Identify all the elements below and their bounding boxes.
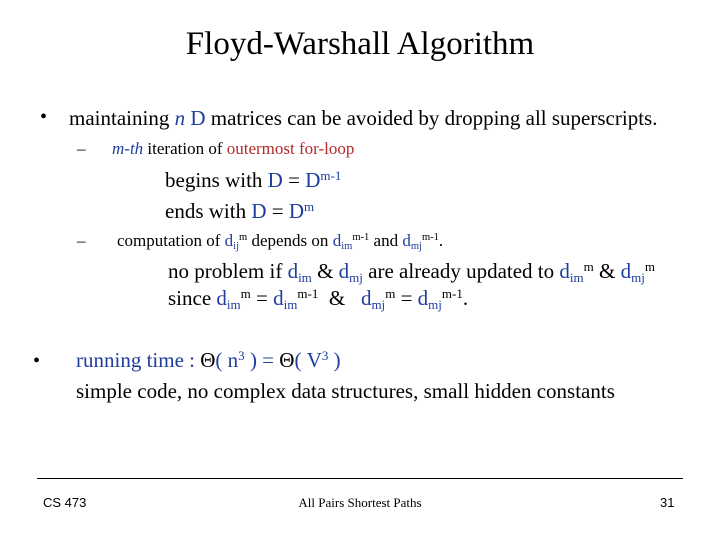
subscript: mj (428, 296, 442, 312)
begins-line (165, 168, 341, 193)
var-d: d (402, 231, 411, 250)
footer-page-number: 31 (660, 495, 675, 510)
superscript: m (644, 258, 655, 274)
superscript: m (583, 258, 594, 274)
var-d: d (417, 286, 429, 310)
superscript: m (239, 232, 248, 244)
dash-marker: – (77, 231, 86, 250)
subscript: mj (410, 241, 422, 253)
var-d: d (338, 259, 350, 283)
sub-line-computation (117, 231, 443, 251)
subscript: im (569, 269, 584, 285)
slide-title: Floyd-Warshall Algorithm (185, 26, 535, 62)
var-d: d (620, 259, 632, 283)
var-d: D (267, 168, 283, 192)
subscript: im (226, 296, 241, 312)
subscript: im (298, 269, 312, 285)
subscript: im (341, 241, 353, 253)
text-segment: are already updated to (362, 259, 560, 283)
text-segment: matrices can be avoided by dropping all superscripts. (205, 106, 658, 130)
simple-code-line: simple code, no complex data structures, small hidden constants (76, 379, 615, 403)
text-segment: & (318, 286, 361, 310)
text-segment: maintaining (69, 106, 175, 130)
text-segment: ) = (244, 348, 280, 372)
subscript: mj (631, 269, 645, 285)
var-d: d (216, 286, 227, 310)
text-segment: no problem if (168, 259, 288, 283)
superscript: m-1 (320, 167, 342, 183)
var-d: d (224, 231, 234, 250)
subscript: ij (233, 241, 240, 253)
since-line (168, 286, 468, 311)
dash-marker: – (77, 139, 86, 158)
text-segment: begins with (165, 168, 268, 192)
text-segment: ends with (165, 199, 252, 223)
subscript: mj (349, 269, 363, 285)
var-d: d (559, 259, 570, 283)
var-d: d (287, 259, 299, 283)
text-segment: = (250, 286, 274, 310)
subscript: mj (371, 296, 386, 312)
superscript: m-1 (421, 232, 439, 244)
footer-course: CS 473 (43, 495, 87, 510)
var-d: d (332, 231, 342, 250)
superscript: m-1 (441, 285, 463, 301)
text-segment: ) (328, 348, 341, 372)
outermost-loop-label: outermost for-loop (226, 139, 355, 158)
running-time-line (76, 348, 341, 373)
text-segment: computation of (117, 231, 225, 250)
superscript: 3 (238, 347, 245, 363)
text-segment: iteration of (143, 139, 227, 158)
text-segment: . (438, 231, 444, 250)
var-d: D (185, 106, 206, 130)
text-segment: . (462, 286, 469, 310)
footer-title: All Pairs Shortest Paths (298, 495, 422, 510)
text-segment: = (395, 286, 418, 310)
no-problem-line (168, 259, 655, 284)
var-d: D (305, 168, 321, 192)
text-segment: = (266, 199, 289, 223)
var-d: d (360, 286, 372, 310)
var-d: d (273, 286, 284, 310)
text-segment: = (282, 168, 306, 192)
superscript: 3 (321, 347, 329, 363)
superscript: m-1 (352, 232, 370, 244)
text-segment: ( n (215, 348, 239, 372)
superscript: m (304, 198, 315, 214)
bullet-marker: • (40, 106, 48, 128)
text-segment: & (593, 259, 621, 283)
superscript: m (385, 285, 396, 301)
sub-line-iteration (112, 139, 354, 159)
running-time-label: running time : (76, 348, 201, 372)
footer-divider (37, 478, 683, 479)
text-segment: & (311, 259, 339, 283)
text-segment: since (168, 286, 217, 310)
text-segment: and (369, 231, 403, 250)
var-n: n (174, 106, 186, 130)
superscript: m-1 (297, 285, 319, 301)
text-segment: ( V (294, 348, 322, 372)
theta-symbol: Θ (279, 348, 295, 372)
var-d: D (288, 199, 305, 223)
m-th-label: m-th (112, 139, 144, 158)
var-d: D (251, 199, 267, 223)
superscript: m (240, 285, 251, 301)
bullet-line-maintaining (69, 106, 657, 131)
theta-symbol: Θ (200, 348, 216, 372)
bullet-marker: • (33, 350, 41, 372)
subscript: im (283, 296, 298, 312)
text-segment: depends on (247, 231, 333, 250)
ends-line (165, 199, 314, 224)
